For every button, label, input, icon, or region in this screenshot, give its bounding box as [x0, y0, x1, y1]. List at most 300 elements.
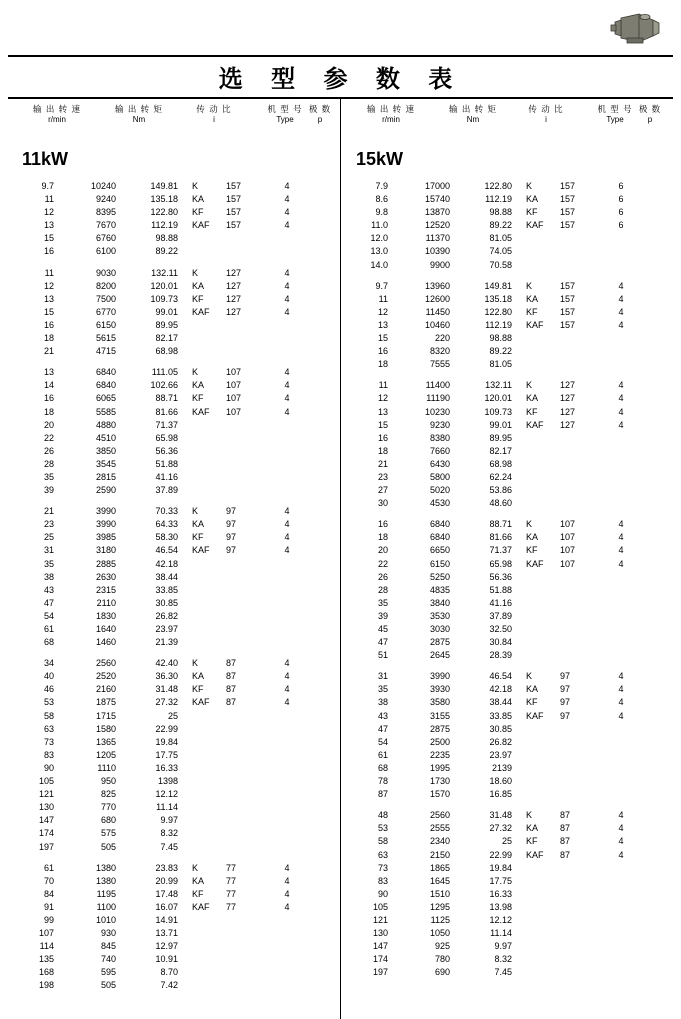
type-prefix: KAF	[192, 697, 210, 708]
cell-output-speed: 61	[43, 862, 54, 873]
cell-ratio: 89.22	[155, 246, 178, 257]
type-size: 87	[226, 671, 237, 682]
table-row	[10, 696, 340, 709]
cell-type	[178, 293, 270, 306]
cell-output-speed: 147	[372, 941, 388, 952]
cell-output-torque: 3985	[95, 532, 116, 543]
cell-type	[512, 232, 604, 245]
cell-ratio: 70.33	[155, 506, 178, 517]
cell-type	[512, 484, 604, 497]
power-label-right: 15kW	[356, 149, 404, 169]
cell-poles: 4	[284, 697, 290, 708]
spec-group	[344, 518, 674, 662]
table-row	[344, 571, 674, 584]
cell-type	[512, 245, 604, 258]
type-prefix: KF	[192, 207, 204, 218]
type-prefix: K	[192, 181, 199, 191]
cell-poles: 4	[284, 207, 290, 218]
table-row	[344, 683, 674, 696]
cell-type	[512, 497, 604, 510]
cell-poles: 4	[284, 684, 290, 695]
type-prefix: KF	[526, 207, 538, 218]
cell-output-speed: 15	[377, 419, 388, 430]
cell-output-speed: 130	[372, 928, 388, 939]
cell-output-torque: 220	[434, 333, 450, 344]
cell-ratio: 74.05	[489, 246, 512, 257]
table-row	[344, 558, 674, 571]
cell-output-speed: 99	[43, 914, 54, 925]
cell-ratio: 31.48	[489, 810, 512, 821]
cell-type	[178, 623, 270, 636]
cell-output-torque: 3990	[95, 506, 116, 517]
cell-type	[512, 835, 604, 848]
spec-group	[10, 180, 340, 259]
cell-poles: 4	[618, 684, 624, 695]
cell-type	[512, 809, 604, 822]
type-prefix: KA	[192, 875, 205, 886]
cell-ratio: 48.60	[489, 498, 512, 509]
page-title: 选 型 参 数 表	[218, 65, 463, 93]
cell-output-torque: 3530	[429, 610, 450, 621]
table-row	[344, 809, 674, 822]
cell-ratio: 12.12	[155, 789, 178, 800]
power-label-left: 11kW	[22, 149, 69, 169]
cell-poles: 6	[618, 194, 624, 205]
cell-ratio: 2139	[491, 762, 512, 773]
cell-type	[512, 597, 604, 610]
cell-ratio: 13.71	[155, 928, 178, 939]
table-row	[344, 914, 674, 927]
cell-type	[512, 914, 604, 927]
table-row	[344, 927, 674, 940]
cell-type	[512, 862, 604, 875]
cell-ratio: 122.80	[150, 207, 178, 218]
cell-ratio: 32.50	[489, 624, 512, 634]
cell-ratio: 149.81	[150, 181, 178, 191]
type-prefix: KF	[526, 306, 538, 317]
type-size: 107	[226, 367, 242, 378]
cell-output-torque: 575	[100, 828, 116, 839]
cell-output-torque: 11190	[426, 393, 450, 404]
cell-type	[512, 822, 604, 835]
table-row	[344, 636, 674, 649]
cell-ratio: 31.48	[155, 684, 178, 695]
table-row	[344, 445, 674, 458]
table-row	[10, 379, 340, 392]
cell-type	[512, 345, 604, 358]
cell-ratio: 28.39	[489, 650, 512, 661]
cell-output-torque: 770	[100, 802, 116, 813]
cell-type	[512, 749, 604, 762]
cell-output-speed: 28	[377, 584, 388, 595]
cell-output-torque: 2315	[95, 584, 116, 595]
cell-type	[512, 432, 604, 445]
type-prefix: KF	[192, 293, 204, 304]
cell-ratio: 13.98	[489, 901, 512, 912]
table-row	[344, 710, 674, 723]
cell-output-speed: 11	[378, 380, 388, 391]
cell-output-speed: 197	[38, 841, 54, 852]
cell-ratio: 102.66	[150, 380, 178, 391]
type-prefix: KF	[526, 836, 538, 847]
table-row	[344, 788, 674, 801]
cell-output-torque: 2875	[429, 723, 450, 734]
cell-output-torque: 1195	[96, 888, 116, 899]
table-row	[10, 827, 340, 840]
cell-output-speed: 16	[43, 246, 54, 257]
cell-ratio: 36.30	[155, 671, 178, 682]
cell-ratio: 53.86	[489, 485, 512, 496]
cell-output-torque: 2815	[95, 471, 116, 482]
cell-ratio: 46.54	[155, 545, 178, 556]
cell-poles: 4	[284, 367, 290, 378]
cell-ratio: 81.05	[489, 233, 512, 244]
type-size: 107	[226, 406, 242, 417]
cell-ratio: 120.01	[484, 393, 512, 404]
cell-type	[512, 206, 604, 219]
cell-output-speed: 121	[38, 789, 54, 800]
type-size: 157	[560, 293, 576, 304]
cell-ratio: 109.73	[484, 406, 512, 417]
cell-ratio: 22.99	[155, 723, 178, 734]
cell-ratio: 19.84	[155, 736, 178, 747]
cell-output-torque: 4510	[95, 432, 116, 443]
table-row	[10, 531, 340, 544]
cell-type	[512, 636, 604, 649]
spec-group	[10, 862, 340, 993]
cell-output-speed: 130	[38, 802, 54, 813]
table-row	[344, 966, 674, 979]
cell-output-torque: 1295	[429, 901, 450, 912]
cell-output-torque: 10460	[424, 319, 450, 330]
spec-group	[344, 809, 674, 979]
cell-type	[178, 319, 270, 332]
table-row	[344, 749, 674, 762]
cell-output-torque: 11370	[425, 233, 450, 244]
cell-output-torque: 5615	[95, 333, 116, 344]
cell-type	[512, 445, 604, 458]
type-size: 107	[560, 545, 576, 556]
table-row	[10, 484, 340, 497]
spec-group	[10, 505, 340, 649]
cell-type	[512, 696, 604, 709]
cell-poles: 4	[284, 519, 290, 530]
cell-output-speed: 91	[43, 901, 54, 912]
cell-ratio: 65.98	[155, 432, 178, 443]
cell-output-torque: 4880	[95, 419, 116, 430]
type-prefix: K	[526, 519, 533, 530]
cell-output-speed: 8.6	[375, 194, 388, 205]
cell-poles: 4	[284, 267, 290, 278]
cell-output-torque: 2645	[429, 650, 450, 661]
cell-output-speed: 114	[39, 941, 54, 952]
cell-type	[512, 649, 604, 662]
cell-type	[178, 749, 270, 762]
table-row	[10, 306, 340, 319]
table-row	[344, 406, 674, 419]
cell-output-torque: 6650	[429, 545, 450, 556]
type-prefix: K	[526, 280, 533, 291]
table-row	[10, 180, 340, 193]
cell-poles: 4	[618, 393, 624, 404]
cell-ratio: 8.70	[160, 967, 178, 978]
type-size: 127	[226, 267, 242, 278]
table-row	[344, 219, 674, 232]
cell-output-torque: 950	[100, 776, 116, 787]
table-row	[344, 723, 674, 736]
cell-output-torque: 1460	[95, 637, 116, 648]
cell-output-torque: 740	[100, 954, 116, 965]
cell-type	[512, 849, 604, 862]
cell-output-torque: 5250	[429, 571, 450, 582]
cell-type	[512, 471, 604, 484]
cell-output-torque: 595	[100, 967, 116, 978]
cell-type	[178, 696, 270, 709]
cell-output-torque: 3155	[429, 710, 450, 721]
table-row	[344, 259, 674, 272]
table-row	[344, 822, 674, 835]
cell-ratio: 7.45	[160, 841, 178, 852]
type-prefix: KA	[526, 532, 539, 543]
cell-output-speed: 47	[377, 637, 388, 648]
cell-output-speed: 21	[43, 506, 54, 517]
cell-output-torque: 13870	[424, 207, 450, 218]
cell-output-speed: 48	[377, 810, 388, 821]
cell-ratio: 8.32	[494, 954, 512, 965]
cell-output-speed: 73	[43, 736, 54, 747]
cell-ratio: 58.30	[155, 532, 178, 543]
table-row	[10, 657, 340, 670]
cell-ratio: 11.14	[156, 802, 178, 813]
cell-poles: 6	[618, 207, 624, 218]
cell-output-speed: 18	[43, 333, 54, 344]
type-size: 157	[226, 181, 242, 191]
table-row	[10, 280, 340, 293]
cell-output-speed: 16	[377, 432, 388, 443]
cell-output-torque: 3545	[95, 458, 116, 469]
cell-poles: 4	[618, 419, 624, 430]
cell-output-speed: 107	[38, 928, 54, 939]
cell-ratio: 51.88	[155, 458, 178, 469]
table-row	[10, 940, 340, 953]
table-row	[10, 558, 340, 571]
cell-type	[178, 584, 270, 597]
cell-output-torque: 1830	[95, 610, 116, 621]
cell-output-speed: 21	[377, 458, 388, 469]
table-row	[344, 953, 674, 966]
cell-output-speed: 38	[43, 571, 54, 582]
type-prefix: KA	[192, 194, 205, 205]
cell-poles: 4	[618, 293, 624, 304]
type-size: 157	[226, 194, 242, 205]
cell-output-torque: 12520	[424, 220, 450, 231]
cell-output-speed: 43	[377, 710, 388, 721]
table-row	[10, 345, 340, 358]
cell-output-speed: 105	[372, 901, 388, 912]
cell-output-speed: 83	[43, 749, 54, 760]
type-prefix: KAF	[526, 710, 544, 721]
cell-output-torque: 1365	[95, 736, 116, 747]
cell-poles: 4	[284, 393, 290, 404]
table-row	[10, 432, 340, 445]
cell-ratio: 16.33	[155, 762, 178, 773]
cell-output-torque: 5800	[429, 471, 450, 482]
cell-output-torque: 2110	[96, 597, 116, 608]
cell-poles: 4	[284, 280, 290, 291]
cell-output-speed: 15	[43, 306, 54, 317]
cell-type	[512, 584, 604, 597]
cell-type	[178, 471, 270, 484]
cell-output-torque: 8200	[95, 280, 116, 291]
table-row	[344, 497, 674, 510]
type-prefix: KAF	[526, 558, 544, 569]
cell-output-speed: 13	[43, 293, 54, 304]
type-size: 157	[560, 220, 576, 231]
cell-poles: 4	[618, 545, 624, 556]
cell-output-speed: 15	[43, 233, 54, 244]
type-prefix: KF	[192, 888, 204, 899]
cell-type	[512, 193, 604, 206]
type-prefix: K	[192, 506, 199, 517]
type-prefix: KF	[192, 684, 204, 695]
cell-output-speed: 28	[43, 458, 54, 469]
cell-ratio: 46.54	[489, 671, 512, 682]
cell-output-torque: 2520	[95, 671, 116, 682]
cell-output-torque: 1110	[97, 762, 116, 773]
table-row	[344, 471, 674, 484]
cell-type	[512, 406, 604, 419]
table-row	[10, 788, 340, 801]
type-size: 107	[560, 519, 576, 530]
cell-output-torque: 10230	[424, 406, 450, 417]
cell-output-speed: 15	[377, 333, 388, 344]
cell-output-speed: 68	[377, 762, 388, 773]
table-row	[344, 358, 674, 371]
table-row	[344, 432, 674, 445]
cell-output-torque: 10390	[424, 246, 450, 257]
cell-type	[178, 657, 270, 670]
cell-output-speed: 34	[43, 658, 54, 669]
cell-output-speed: 9.8	[375, 207, 388, 218]
table-row	[344, 306, 674, 319]
table-row	[10, 518, 340, 531]
cell-type	[512, 736, 604, 749]
table-row	[344, 419, 674, 432]
type-size: 87	[226, 658, 237, 669]
table-row	[10, 419, 340, 432]
cell-type	[512, 419, 604, 432]
cell-poles: 4	[618, 697, 624, 708]
cell-poles: 4	[284, 293, 290, 304]
cell-type	[512, 458, 604, 471]
cell-output-torque: 15740	[424, 194, 450, 205]
cell-output-speed: 25	[43, 532, 54, 543]
table-row	[344, 544, 674, 557]
table-row	[10, 801, 340, 814]
table-row	[10, 927, 340, 940]
cell-type	[512, 710, 604, 723]
cell-type	[178, 862, 270, 875]
cell-type	[178, 610, 270, 623]
cell-ratio: 68.98	[155, 346, 178, 357]
type-prefix: KAF	[192, 901, 210, 912]
cell-output-speed: 197	[372, 967, 388, 978]
cell-type	[512, 966, 604, 979]
cell-type	[512, 940, 604, 953]
cell-output-torque: 2885	[95, 558, 116, 569]
cell-output-speed: 63	[43, 723, 54, 734]
cell-type	[178, 875, 270, 888]
cell-ratio: 70.58	[489, 259, 512, 270]
cell-output-torque: 12600	[424, 293, 450, 304]
cell-output-speed: 43	[43, 584, 54, 595]
cell-output-torque: 2555	[429, 823, 450, 834]
cell-type	[178, 531, 270, 544]
cell-output-speed: 9.7	[375, 280, 388, 291]
table-row	[10, 458, 340, 471]
cell-output-speed: 13	[43, 367, 54, 378]
type-prefix: KAF	[192, 220, 210, 231]
cell-output-torque: 11400	[425, 380, 450, 391]
table-row	[10, 392, 340, 405]
cell-output-speed: 121	[372, 914, 388, 925]
cell-ratio: 98.88	[155, 233, 178, 244]
cell-output-torque: 1645	[429, 875, 450, 886]
type-prefix: KF	[192, 393, 204, 404]
cell-output-torque: 9230	[429, 419, 450, 430]
cell-output-torque: 1100	[96, 901, 116, 912]
cell-output-speed: 61	[43, 624, 54, 634]
table-row	[10, 319, 340, 332]
cell-type	[178, 841, 270, 854]
table-row	[344, 458, 674, 471]
type-size: 127	[226, 293, 242, 304]
cell-type	[512, 531, 604, 544]
cell-ratio: 99.01	[155, 306, 178, 317]
cell-ratio: 33.85	[155, 584, 178, 595]
cell-ratio: 42.40	[155, 658, 178, 669]
type-prefix: KA	[526, 823, 539, 834]
cell-poles: 4	[618, 406, 624, 417]
cell-output-speed: 13.0	[370, 246, 388, 257]
cell-output-speed: 83	[377, 875, 388, 886]
cell-type	[178, 392, 270, 405]
cell-output-speed: 54	[43, 610, 54, 621]
table-row	[10, 762, 340, 775]
type-prefix: KA	[526, 684, 539, 695]
spec-group	[344, 180, 674, 272]
table-row	[10, 623, 340, 636]
cell-ratio: 17.48	[155, 888, 178, 899]
cell-poles: 4	[618, 280, 624, 291]
cell-ratio: 23.83	[155, 862, 178, 873]
cell-type	[178, 558, 270, 571]
table-row	[10, 232, 340, 245]
type-size: 127	[560, 419, 576, 430]
cell-output-torque: 1730	[429, 776, 450, 787]
type-prefix: KA	[192, 671, 205, 682]
cell-ratio: 16.85	[489, 789, 512, 800]
header-poles-left: 极 数 p	[308, 104, 332, 124]
cell-ratio: 135.18	[150, 194, 178, 205]
cell-output-torque: 3840	[429, 597, 450, 608]
cell-output-speed: 12	[377, 393, 388, 404]
cell-output-torque: 1010	[95, 914, 116, 925]
type-size: 97	[560, 671, 571, 682]
table-row	[10, 571, 340, 584]
column-divider	[340, 99, 341, 1019]
cell-ratio: 37.89	[489, 610, 512, 621]
